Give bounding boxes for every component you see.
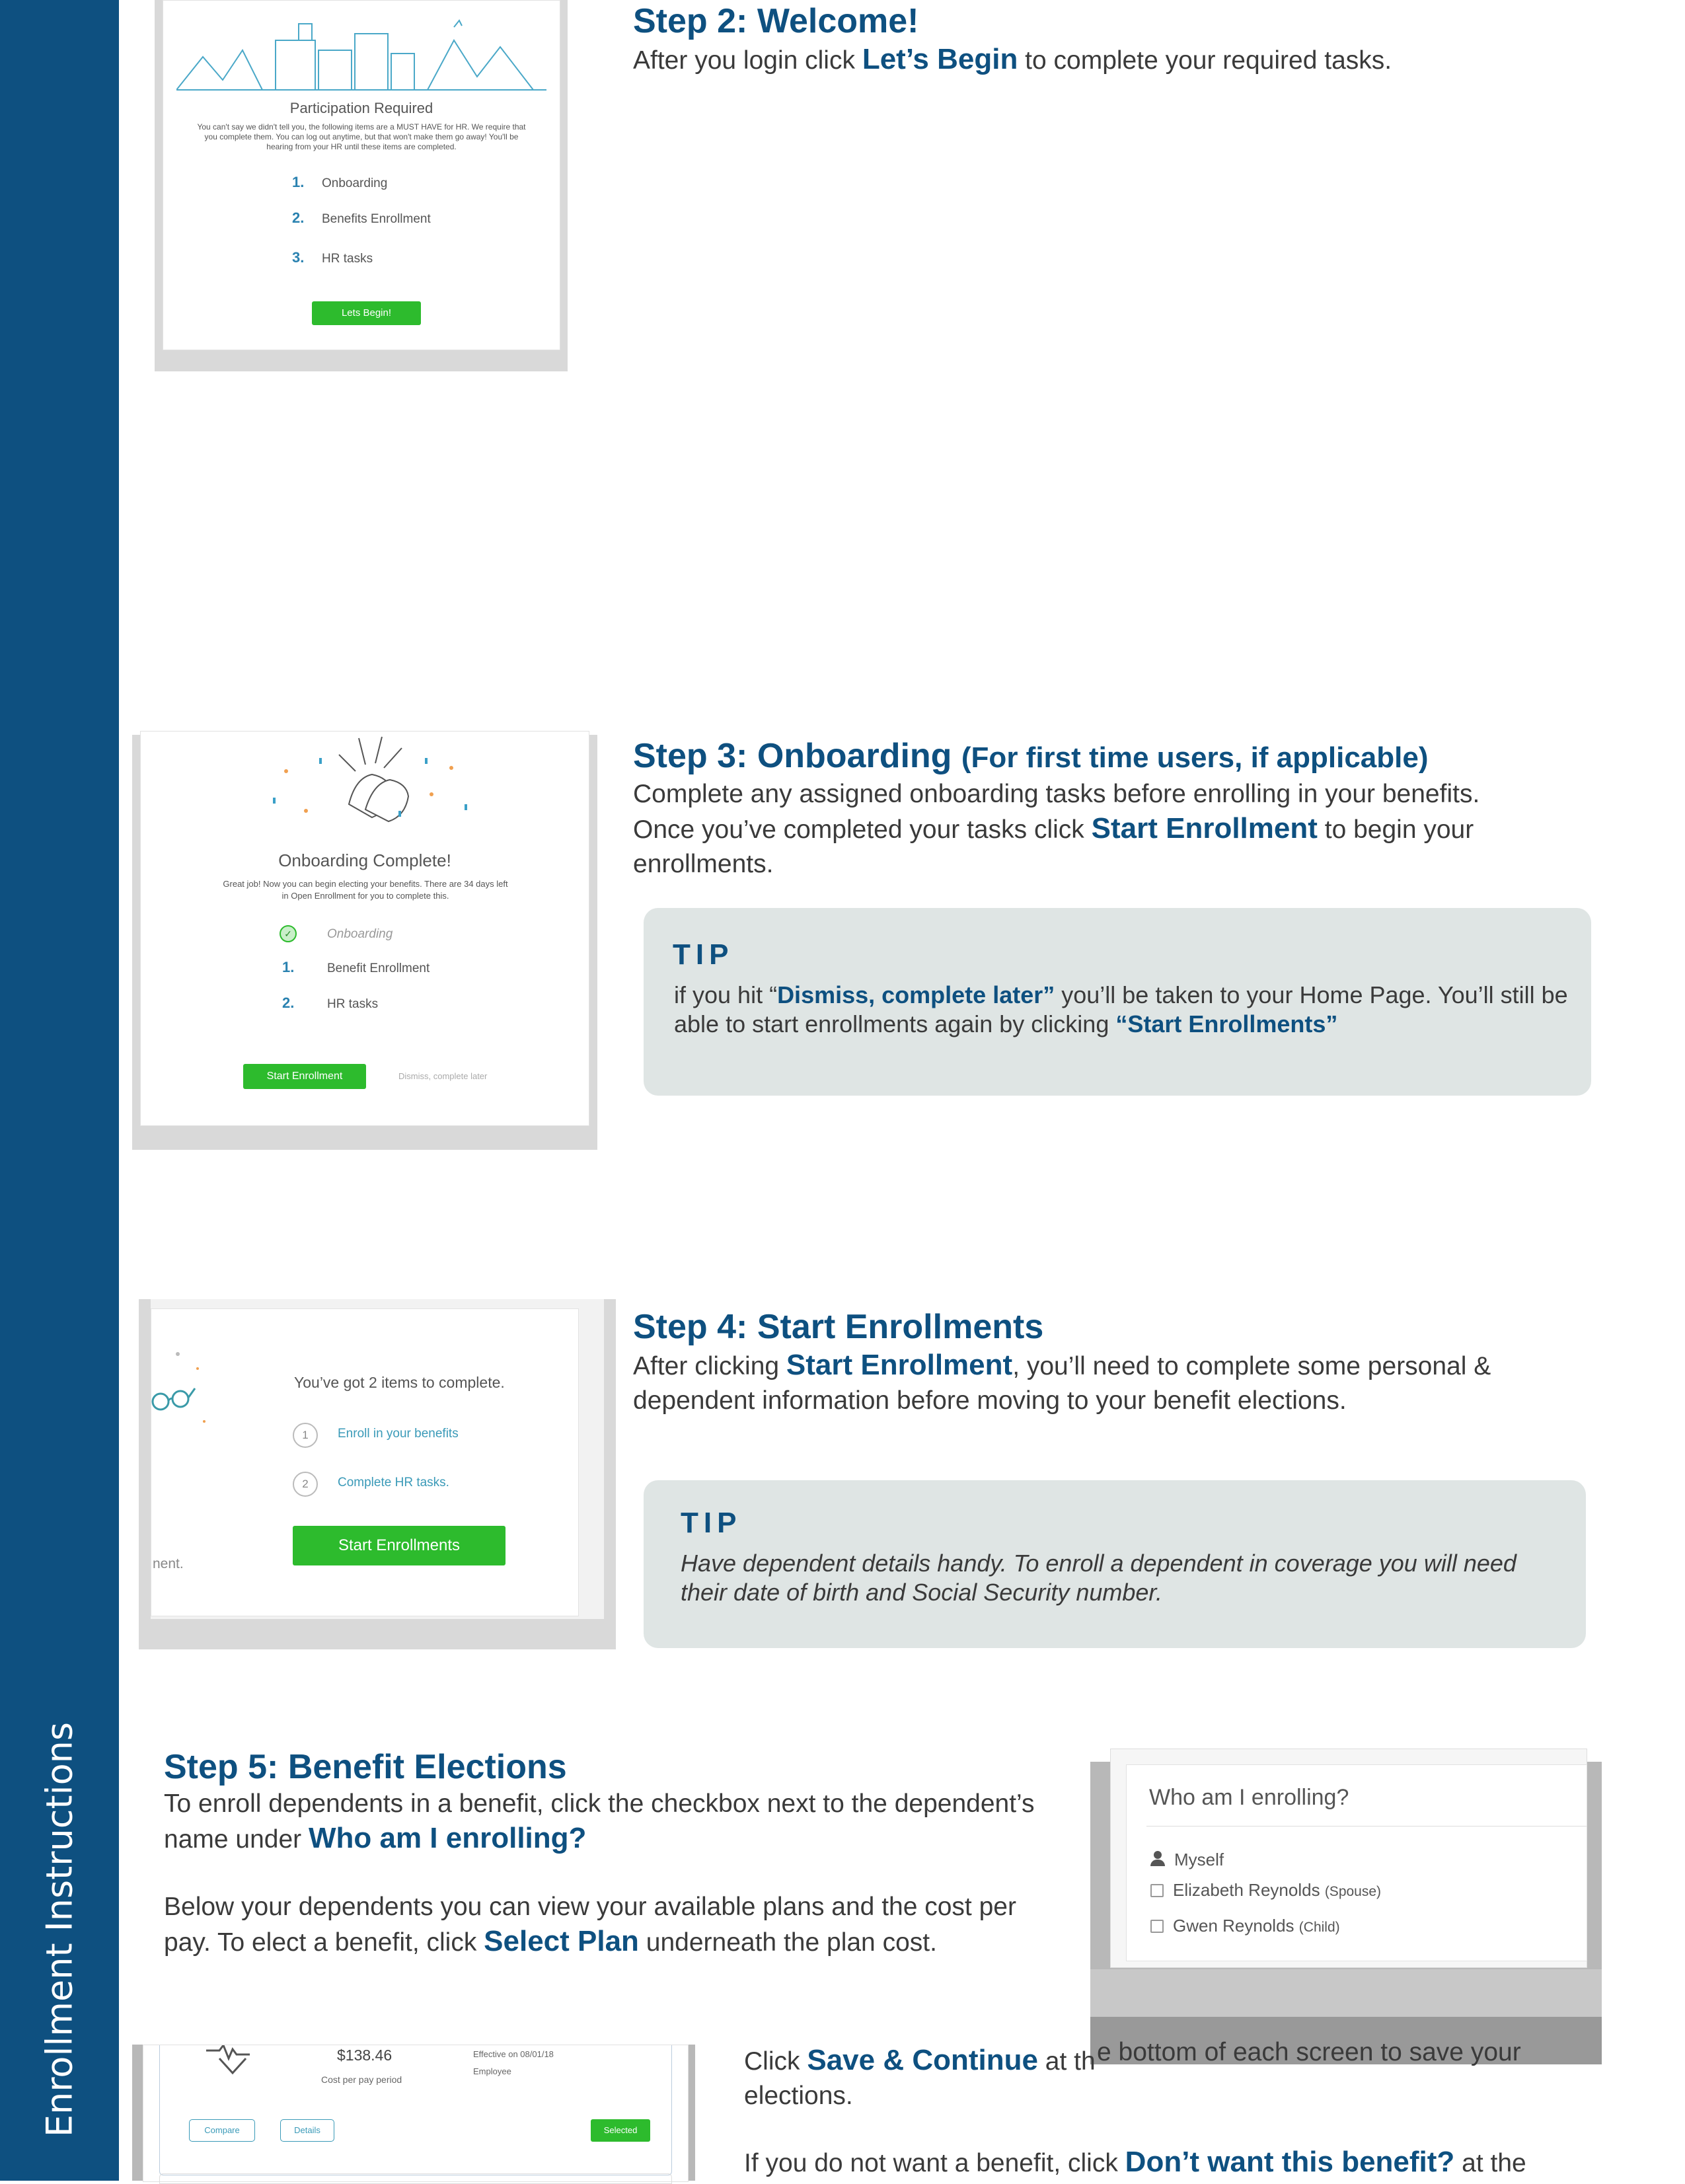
tip-text: if you hit “Dismiss, complete later” you’ll be taken to your Home Page. You’ll still be able to start enrollments again by clicking “Start Enrollments” (674, 981, 1568, 1037)
plan-card (159, 2045, 672, 2175)
step-circle: 2 (293, 1472, 318, 1497)
plan-card-next (159, 2173, 672, 2184)
step5-heading: Step 5: Benefit Elections (164, 1748, 567, 1786)
items-to-complete-title: You’ve got 2 items to complete. (294, 1374, 505, 1391)
step2-heading: Step 2: Welcome! (633, 2, 919, 40)
step3-item-num: 1. (282, 959, 295, 975)
step4-text: After clicking Start Enrollment, you’ll need to complete some personal & dependent information before moving to your benefit elections. (633, 1349, 1491, 1415)
dependent-name: Elizabeth Reynolds (Spouse) (1173, 1880, 1382, 1900)
step3-heading: Step 3: Onboarding (For first time users, if applicable) (633, 737, 1429, 775)
participation-message: You can't say we didn't tell you, the following items are a MUST HAVE for HR. We require that you complete them. You can log out anytime, but that won't make them go away! You'll be hearing from your HR until these items are completed. (197, 122, 526, 151)
tip-title: TIP (673, 938, 734, 971)
step-circle: 1 (293, 1423, 318, 1448)
confetti-icon (233, 732, 498, 831)
step2-screenshot (163, 0, 560, 350)
start-enrollment-button[interactable]: Start Enrollment (243, 1064, 366, 1089)
task-list (292, 174, 504, 285)
sidebar-label: Enrollment Instructions (38, 1722, 81, 2137)
person-myself: Myself (1174, 1850, 1224, 1869)
step3-screenshot (140, 731, 589, 1126)
start-enrollments-button[interactable]: Start Enrollments (293, 1526, 506, 1565)
sidebar (0, 0, 119, 2181)
enroll-benefits-link[interactable]: Enroll in your benefits (338, 1427, 459, 1441)
start-enrollment-keyword: Start Enrollment (786, 1349, 1013, 1381)
step3-tip-box (644, 908, 1591, 1096)
enroll-box-title: Who am I enrolling? (1149, 1785, 1349, 1810)
step5-paragraph-1: To enroll dependents in a benefit, click the checkbox next to the dependent’s name under Who am I enrolling? (164, 1789, 1035, 1854)
plan-role: Employee (473, 2066, 511, 2076)
done-check-icon: ✓ (280, 925, 297, 942)
dependent-name: Gwen Reynolds (Child) (1173, 1916, 1340, 1936)
plan-box (143, 2045, 689, 2182)
select-plan-keyword: Select Plan (484, 1925, 639, 1957)
dismiss-link[interactable]: Dismiss, complete later (398, 1071, 488, 1081)
who-am-i-enrolling-keyword: Who am I enrolling? (308, 1822, 587, 1854)
plan-cost: $138.46 (337, 2047, 393, 2064)
enroll-box (1126, 1764, 1587, 1961)
step3-item-num: 2. (282, 995, 295, 1011)
dont-want-benefit-keyword: Don’t want this benefit? (1125, 2146, 1455, 2178)
complete-hr-tasks-link[interactable]: Complete HR tasks. (338, 1476, 449, 1489)
step5-paragraph-4: If you do not want a benefit, click Don’t want this benefit? at the (744, 2146, 1526, 2178)
step5-paragraph-3: Click Save & Continue at th elections. (744, 2044, 1096, 2110)
dependent-checkbox[interactable] (1150, 1920, 1164, 1933)
plan-details-button[interactable]: Details (280, 2119, 334, 2142)
person-icon (1149, 1851, 1166, 1867)
plan-cost-label: Cost per pay period (321, 2074, 402, 2085)
text-fragment: nent. (153, 1556, 184, 1571)
heartbeat-icon (206, 2045, 259, 2078)
step2-text: After you login click Let’s Begin to complete your required tasks. (633, 43, 1392, 75)
start-enrollment-keyword: Start Enrollment (1091, 812, 1318, 845)
onboarding-complete-title: Onboarding Complete! (278, 850, 451, 870)
dependent-checkbox[interactable] (1150, 1884, 1164, 1897)
plan-compare-button[interactable]: Compare (189, 2119, 255, 2142)
step4-heading: Step 4: Start Enrollments (633, 1308, 1044, 1346)
lets-begin-button[interactable]: Lets Begin! (312, 301, 421, 325)
step3-subheading: (For first time users, if applicable) (961, 741, 1429, 774)
onboarding-complete-message: Great job! Now you can begin electing your benefits. There are 34 days left in Open Enrollment for you to complete this. (223, 879, 508, 901)
glasses-icon (151, 1349, 211, 1428)
task-item: 2. Benefits Enrollment (292, 209, 431, 226)
step5-overlap-text: e bottom of each screen to save your (1097, 2038, 1521, 2066)
step3-item-label: HR tasks (327, 997, 379, 1011)
tip-text: Have dependent details handy. To enroll a dependent in coverage you will need their date of birth and Social Security number. (681, 1550, 1516, 1606)
step3-text: Complete any assigned onboarding tasks before enrolling in your benefits. Once you’ve completed your tasks click Start Enrollment to begin your enrollments. (633, 780, 1480, 878)
tip-title: TIP (681, 1507, 742, 1539)
step4-tip-box (644, 1480, 1586, 1648)
enroll-box-band (1090, 1969, 1602, 2017)
done-item: Onboarding (327, 927, 393, 941)
step4-screenshot (151, 1308, 579, 1616)
plan-effective: Effective on 08/01/18 (473, 2049, 554, 2059)
task-item: 1. Onboarding (292, 174, 388, 190)
participation-title: Participation Required (289, 100, 433, 116)
lets-begin-keyword: Let’s Begin (862, 43, 1018, 75)
task-item: 3. HR tasks (292, 249, 373, 266)
city-skyline-icon (176, 14, 546, 106)
step5-paragraph-2: Below your dependents you can view your available plans and the cost per pay. To elect a benefit, click Select Plan underneath the plan cost. (164, 1893, 1016, 1957)
plan-selected-button[interactable]: Selected (591, 2119, 650, 2142)
save-continue-keyword: Save & Continue (807, 2044, 1038, 2076)
step3-item-label: Benefit Enrollment (327, 961, 430, 975)
